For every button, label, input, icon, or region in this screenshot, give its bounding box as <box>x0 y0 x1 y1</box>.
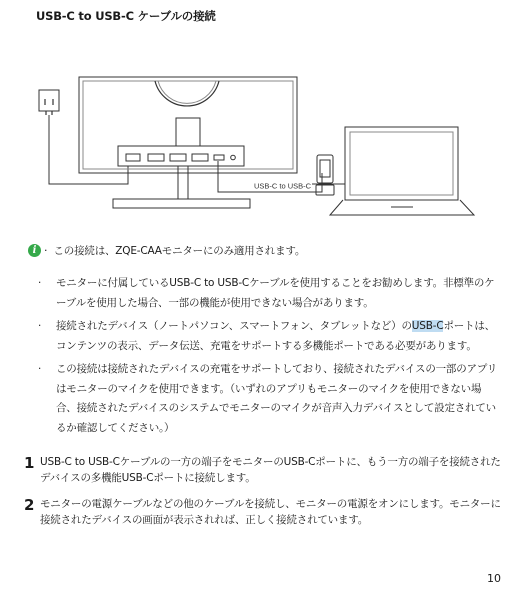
step-item <box>24 496 502 528</box>
list-item <box>38 360 500 438</box>
connection-diagram <box>0 0 521 240</box>
step-item <box>24 454 502 486</box>
bullet-marker: · <box>38 277 42 289</box>
info-text: この接続は、ZQE-CAAモニターにのみ適用されます。 <box>53 245 306 257</box>
bullet-marker: · <box>38 320 42 332</box>
info-icon: i <box>28 244 41 257</box>
laptop-icon <box>330 127 474 215</box>
list-item <box>38 274 500 313</box>
list-item <box>38 317 500 356</box>
bullet-text: この接続は接続されたデバイスの充電をサポートしており、接続されたデバイスの一部のアプリはモニターのマイクを使用できます。（いずれのアプリもモニターのマイクを使用できない場合、接続されたデバイスのシステムでモニターのマイクが音声入力デバイスとして設定されているか確認してください。） <box>56 363 498 434</box>
bullet-text: モニターに付属しているUSB-C to USB-Cケーブルを使用することをお勧めします。非標準のケーブルを使用した場合、一部の機能が使用できない場合があります。 <box>56 277 495 309</box>
step-number: 1 <box>24 454 35 472</box>
steps-list <box>24 454 502 538</box>
bullet-marker: · <box>38 363 42 375</box>
bullet-text <box>56 317 500 356</box>
info-bullet: · <box>44 244 48 257</box>
bullet-text-after: ポートは、コンテンツの表示、データ伝送、充電をサポートする多機能ポートである必要があります。 <box>56 320 495 352</box>
page-title: USB-C to USB-C ケーブルの接続 <box>36 9 216 23</box>
bullet-text-before: 接続されたデバイス（ノートパソコン、スマートフォン、タブレットなど）の <box>56 320 412 332</box>
cable-label: USB-C to USB-C <box>254 181 312 191</box>
page-number: 10 <box>487 572 501 585</box>
notes-list <box>38 274 500 442</box>
info-note <box>28 243 305 258</box>
step-text: USB-C to USB-Cケーブルの一方の端子をモニターのUSB-Cポートに、もう一方の端子を接続されたデバイスの多機能USB-Cポートに接続します。 <box>40 456 501 484</box>
smartphone-icon <box>316 155 334 195</box>
step-number: 2 <box>24 496 35 514</box>
highlighted-text: USB-C <box>411 320 444 332</box>
step-text: モニターの電源ケーブルなどの他のケーブルを接続し、モニターの電源をオンにします。モニターに接続されたデバイスの画面が表示されれば、正しく接続されています。 <box>40 498 501 526</box>
